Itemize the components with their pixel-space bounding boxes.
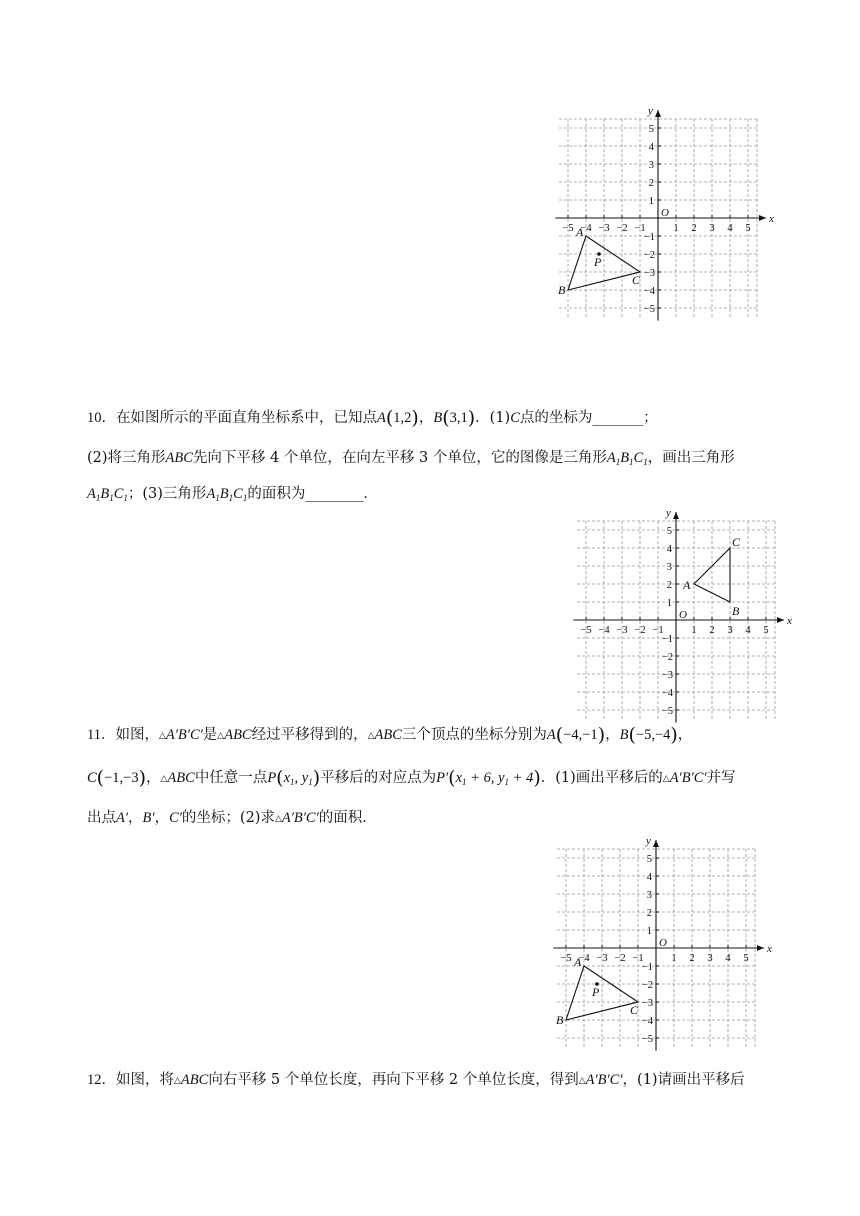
x-tick-label: 2 xyxy=(689,953,695,964)
x-tick-label: −1 xyxy=(652,625,664,636)
separator: ， xyxy=(605,727,620,743)
point-b-label: B xyxy=(558,283,566,297)
question-number: 10． xyxy=(87,410,116,426)
y-tick-label: −3 xyxy=(661,670,673,681)
point-p-label: P xyxy=(592,985,600,999)
x-tick-label: 3 xyxy=(707,953,713,964)
q10-part2-text-b: 先向下平移 4 个单位，在向左平移 3 个单位，它的图像是三角形 xyxy=(192,450,607,466)
triangle-abc-label: ABC xyxy=(165,450,193,466)
point-c-label: C xyxy=(510,410,520,426)
x-tick-label: 3 xyxy=(727,625,733,636)
y-tick-label: −1 xyxy=(661,634,673,645)
x-tick-label: −4 xyxy=(598,625,610,636)
coordinate-grid-q10 xyxy=(578,507,798,717)
q11-line-2: C(−1,−3)，△ABC中任意一点$P(x_1$, $y_1$)平移后的对应点为$P'(x_1 + 6$, $y_1 + 4$)．(1)画出平移后的△A′B′C′并写 xyxy=(87,767,736,789)
q10-line-1: 10．在如图所示的平面直角坐标系中，已知点A(1,2)，B(3,1)．(1)C点的坐标为_______； xyxy=(87,407,658,429)
coordinate-figure-q9 xyxy=(558,105,780,320)
q10-part1-marker: ．(1) xyxy=(475,410,511,426)
y-axis-arrow-icon xyxy=(673,512,679,519)
triangle-a1b1c1-label: $A_1B_1C_1$ xyxy=(606,450,648,467)
y-tick-label: 1 xyxy=(646,926,652,937)
x-tick-label: 2 xyxy=(709,625,715,636)
y-tick-label: −3 xyxy=(641,998,653,1009)
point-label: C′ xyxy=(169,810,182,826)
triangle-icon: △ xyxy=(217,731,225,741)
triangle-label: A′B′C′ xyxy=(281,810,319,826)
y-tick-label: −2 xyxy=(643,250,655,261)
point-label: C xyxy=(87,770,97,786)
point-c-label: C xyxy=(632,273,641,287)
q10-line-2 xyxy=(87,448,735,472)
y-axis-arrow-icon xyxy=(655,110,661,117)
y-tick-label: 4 xyxy=(646,872,652,883)
y-tick-label: 3 xyxy=(646,890,652,901)
point-p-prime-coord: $x_1 + 6$, $y_1 + 4$ xyxy=(455,770,534,787)
point-label: B′ xyxy=(142,810,155,826)
q11-text: 三个顶点的坐标分别为 xyxy=(401,727,547,743)
x-tick-label: 5 xyxy=(745,223,751,234)
triangle-a1b1c1-label: $A_1B_1C_1$ xyxy=(206,486,248,503)
x-tick-label: −2 xyxy=(614,953,626,964)
x-axis-label: x xyxy=(769,213,774,225)
triangle-label: ABC xyxy=(374,727,402,743)
y-tick-label: 4 xyxy=(666,544,672,555)
separator: ， xyxy=(418,410,434,426)
y-axis-arrow-icon xyxy=(653,840,659,847)
triangle-icon: △ xyxy=(158,731,166,741)
y-tick-label: 3 xyxy=(666,562,672,573)
point-b-label: B xyxy=(556,1013,564,1027)
y-tick-label: 2 xyxy=(648,178,654,189)
y-tick-label: −1 xyxy=(641,962,653,973)
y-tick-label: −4 xyxy=(643,286,655,297)
y-tick-label: 1 xyxy=(666,598,672,609)
q10-part3-text-b: 的面积为________． xyxy=(247,486,378,502)
x-tick-label: 1 xyxy=(691,625,697,636)
x-tick-label: 3 xyxy=(709,223,715,234)
q12-text: 如图，将 xyxy=(116,1072,174,1088)
q10-part2-text: (2)将三角形 xyxy=(87,450,166,466)
x-axis-label: x xyxy=(787,615,792,627)
y-tick-label: −1 xyxy=(643,232,655,243)
point-coord: −5,−4 xyxy=(635,727,671,743)
point-label: A′ xyxy=(116,810,129,826)
q10-part2-text-c: ，画出三角形 xyxy=(647,450,735,466)
separator: ， xyxy=(154,810,170,826)
x-tick-label: 4 xyxy=(725,953,731,964)
y-tick-label: 1 xyxy=(648,196,654,207)
point-a-label: A xyxy=(576,225,584,239)
x-tick-label: −2 xyxy=(634,625,646,636)
q11-text: 的面积． xyxy=(318,810,377,826)
point-label: A xyxy=(546,727,556,743)
x-tick-label: −4 xyxy=(578,953,590,964)
y-tick-label: −5 xyxy=(641,1034,653,1045)
y-tick-label: −2 xyxy=(641,980,653,991)
point-a-label: A xyxy=(683,578,691,592)
triangle-icon: △ xyxy=(174,1076,181,1086)
y-axis-label: y xyxy=(648,105,653,117)
triangle-icon: △ xyxy=(578,1076,586,1086)
separator: ， xyxy=(146,770,161,786)
x-tick-label: −5 xyxy=(580,625,592,636)
x-axis-arrow-icon xyxy=(759,215,766,221)
x-axis-arrow-icon xyxy=(757,945,764,951)
triangle-label: ABC xyxy=(167,770,195,786)
point-coord: −4,−1 xyxy=(563,727,598,743)
triangle-label: ABC xyxy=(180,1072,209,1088)
origin-label: O xyxy=(659,937,667,949)
q11-text: 出点 xyxy=(87,810,116,826)
separator: ， xyxy=(128,810,143,826)
y-tick-label: 5 xyxy=(666,526,672,537)
y-tick-label: −5 xyxy=(643,304,655,315)
point-a-label: A xyxy=(377,410,386,426)
q12-line-1 xyxy=(87,1070,745,1091)
triangle-icon: △ xyxy=(662,774,670,784)
point-b-label: B xyxy=(732,604,740,618)
x-tick-label: 2 xyxy=(691,223,697,234)
point-label: B xyxy=(619,727,629,743)
origin-label: O xyxy=(679,609,687,621)
y-axis-label: y xyxy=(646,835,651,847)
q12-text: 向右平移 5 个单位长度，再向下平移 2 个单位长度，得到 xyxy=(208,1072,579,1088)
x-tick-label: −3 xyxy=(616,625,628,636)
point-coord: −1,−3 xyxy=(104,770,139,786)
triangle-label: ABC xyxy=(224,727,252,743)
question-number: 12． xyxy=(87,1072,116,1088)
x-tick-label: 4 xyxy=(745,625,751,636)
question-number: 11． xyxy=(87,727,116,743)
y-tick-label: 2 xyxy=(646,908,652,919)
y-tick-label: −4 xyxy=(641,1016,653,1027)
point-p-coord: $x_1$, $y_1$ xyxy=(283,770,313,787)
q11-text: 经过平移得到的， xyxy=(251,727,368,743)
x-axis-arrow-icon xyxy=(777,617,784,623)
x-tick-label: 1 xyxy=(671,953,677,964)
coordinate-figure-q10 xyxy=(578,507,798,717)
triangle-a1b1c1-label: $A_1B_1C_1$ xyxy=(87,486,128,503)
triangle-label: A′B′C′ xyxy=(165,727,203,743)
point-b-coord: 3,1 xyxy=(449,410,468,426)
point-c-label: C xyxy=(732,535,741,549)
q11-text: 并写 xyxy=(706,770,736,786)
q11-line-3 xyxy=(87,808,377,829)
y-tick-label: −2 xyxy=(661,652,673,663)
triangle-label: A′B′C′ xyxy=(669,770,707,786)
q10-text: 在如图所示的平面直角坐标系中，已知点 xyxy=(116,410,377,426)
q12-text: ，(1)请画出平移后 xyxy=(622,1072,745,1088)
point-p-label: P xyxy=(594,255,602,269)
q11-text: 中任意一点 xyxy=(194,770,268,786)
x-tick-label: −3 xyxy=(596,953,608,964)
coordinate-grid-q11 xyxy=(556,835,778,1050)
y-tick-label: −5 xyxy=(661,706,673,717)
coordinate-grid-q9 xyxy=(558,105,780,320)
x-tick-label: −1 xyxy=(632,953,644,964)
y-tick-label: −4 xyxy=(661,688,673,699)
q10-part1-text: 点的坐标为_______； xyxy=(519,410,658,426)
point-label: P′ xyxy=(436,770,449,786)
y-tick-label: 4 xyxy=(648,142,654,153)
point-a-label: A xyxy=(574,955,582,969)
triangle-icon: △ xyxy=(367,731,375,741)
x-tick-label: 4 xyxy=(727,223,733,234)
x-tick-label: −5 xyxy=(562,223,574,234)
y-tick-label: −3 xyxy=(643,268,655,279)
q11-text: ．(1)画出平移后的 xyxy=(540,770,663,786)
y-tick-label: 2 xyxy=(666,580,672,591)
q11-line-1: 11．如图，△A′B′C′是△ABC经过平移得到的，△ABC三个顶点的坐标分别为A(−4,−1)，B(−5,−4)， xyxy=(87,724,693,746)
point-c-label: C xyxy=(630,1003,639,1017)
separator: ， xyxy=(677,727,693,743)
x-tick-label: −2 xyxy=(616,223,628,234)
y-tick-label: 5 xyxy=(648,124,654,135)
y-tick-label: 3 xyxy=(648,160,654,171)
x-tick-label: −4 xyxy=(580,223,592,234)
q11-text: 如图， xyxy=(115,727,159,743)
point-label: P xyxy=(267,770,277,786)
x-tick-label: 1 xyxy=(673,223,679,234)
point-a-coord: 1,2 xyxy=(393,410,412,426)
x-tick-label: −5 xyxy=(560,953,572,964)
y-axis-label: y xyxy=(666,507,671,519)
q10-part3-text: ；(3)三角形 xyxy=(127,486,207,502)
q11-text: 是 xyxy=(202,727,218,743)
x-tick-label: 5 xyxy=(763,625,769,636)
origin-label: O xyxy=(661,207,669,219)
q10-line-3 xyxy=(87,484,378,508)
triangle-icon: △ xyxy=(160,774,168,784)
point-b-label: B xyxy=(433,410,443,426)
q11-text: 平移后的对应点为 xyxy=(320,770,437,786)
y-tick-label: 5 xyxy=(646,854,652,865)
x-tick-label: −1 xyxy=(634,223,646,234)
q11-text: 的坐标；(2)求 xyxy=(181,810,275,826)
x-axis-label: x xyxy=(767,943,772,955)
coordinate-figure-q11 xyxy=(556,835,778,1050)
x-tick-label: −3 xyxy=(598,223,610,234)
x-tick-label: 5 xyxy=(743,953,749,964)
triangle-icon: △ xyxy=(274,814,282,824)
triangle-label: A′B′C′ xyxy=(585,1072,623,1088)
